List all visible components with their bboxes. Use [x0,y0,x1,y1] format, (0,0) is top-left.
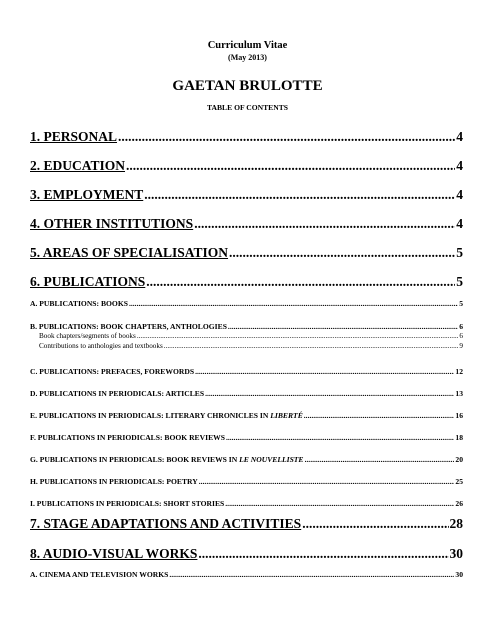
toc-entry[interactable] [30,299,463,308]
toc-entry-italic-title: LIBERTÉ [270,411,303,420]
dot-leader [169,570,454,579]
toc-entry-label: I. PUBLICATIONS IN PERIODICALS: SHORT STORIES [30,499,225,508]
toc-entry-label: C. PUBLICATIONS: PREFACES, FOREWORDS [30,367,195,376]
dot-leader [228,322,458,331]
toc-entry-label: G. PUBLICATIONS IN PERIODICALS: BOOK REVIEWS IN LE NOUVELLISTE [30,455,304,464]
toc-entry-label: F. PUBLICATIONS IN PERIODICALS: BOOK REVIEWS [30,433,225,442]
toc-entry[interactable] [39,342,463,350]
toc-entry-label: 8. AUDIO-VISUAL WORKS [30,546,198,561]
toc-entry[interactable] [30,411,463,420]
toc-page-number: 25 [455,477,463,486]
dot-leader [205,389,454,398]
toc-entry[interactable] [39,332,463,340]
toc-page-number: 30 [455,570,463,579]
toc-entry[interactable] [30,187,463,203]
toc-page-number: 12 [455,367,463,376]
toc-page-number: 16 [455,411,463,420]
dot-leader [305,455,455,464]
toc-page-number: 5 [456,245,463,260]
dot-leader [118,129,455,145]
dot-leader [199,477,455,486]
author-name: GAETAN BRULOTTE [172,78,323,94]
toc-entry-label: 5. AREAS OF SPECIALISATION [30,245,229,260]
toc-page-number: 13 [455,389,463,398]
toc-entry[interactable] [30,216,463,232]
toc-entry[interactable] [30,367,463,376]
toc-entry[interactable] [30,570,463,579]
toc-page-number: 6 [459,332,463,340]
toc-entry-label: Contributions to anthologies and textbooks [39,342,163,350]
toc-entry[interactable] [30,274,463,290]
dot-leader [225,499,454,508]
toc-entry-label: 6. PUBLICATIONS [30,274,146,289]
toc-entry[interactable] [30,546,463,562]
toc-entry-italic-title: LE NOUVELLISTE [239,455,304,464]
toc-page-number: 5 [456,274,463,289]
toc-entry-label: D. PUBLICATIONS IN PERIODICALS: ARTICLES [30,389,205,398]
toc-entry-label: 2. EDUCATION [30,158,126,173]
toc-entry-label: 3. EMPLOYMENT [30,187,144,202]
toc-entry[interactable] [30,158,463,174]
toc-page-number: 9 [459,342,463,350]
toc-entry[interactable] [30,129,463,145]
dot-leader [146,274,455,290]
toc-heading: TABLE OF CONTENTS [206,103,289,112]
toc-page-number: 4 [456,158,463,173]
toc-entry[interactable] [30,455,463,464]
toc-entry-label: 1. PERSONAL [30,129,118,144]
document-title: Curriculum Vitae [207,40,288,51]
dot-leader [137,332,459,340]
dot-leader [129,299,458,308]
dot-leader [126,158,455,174]
toc-entry[interactable] [30,245,463,261]
dot-leader [229,245,455,261]
dot-leader [226,433,454,442]
toc-page-number: 4 [456,187,463,202]
dot-leader [194,216,455,232]
toc-entry-label: A. PUBLICATIONS: BOOKS [30,299,128,308]
toc-page-number: 26 [455,499,463,508]
toc-page-number: 18 [455,433,463,442]
toc-entry[interactable] [30,516,463,532]
dot-leader [302,516,448,532]
toc-entry-label: H. PUBLICATIONS IN PERIODICALS: POETRY [30,477,198,486]
dot-leader [144,187,455,203]
toc-entry-label: B. PUBLICATIONS: BOOK CHAPTERS, ANTHOLOGIES [30,322,227,331]
toc-page-number: 4 [456,216,463,231]
dot-leader [195,367,454,376]
toc-page-number: 20 [455,455,463,464]
toc-entry[interactable] [30,433,463,442]
toc-entry-label: E. PUBLICATIONS IN PERIODICALS: LITERARY CHRONICLES IN LIBERTÉ [30,411,303,420]
toc-page-number: 30 [449,546,463,561]
toc-page-number: 6 [459,322,463,331]
toc-page-number: 28 [449,516,463,531]
toc-entry[interactable] [30,322,463,331]
toc-page-number: 4 [456,129,463,144]
dot-leader [164,342,459,350]
toc-page-number: 5 [459,299,463,308]
toc-entry-label: 4. OTHER INSTITUTIONS [30,216,194,231]
toc-entry-label: Book chapters/segments of books [39,332,136,340]
dot-leader [198,546,448,562]
document-date: (May 2013) [228,53,267,62]
toc-entry[interactable] [30,389,463,398]
dot-leader [304,411,455,420]
toc-entry-label: 7. STAGE ADAPTATIONS AND ACTIVITIES [30,516,302,531]
toc-entry[interactable] [30,477,463,486]
toc-entry-label: A. CINEMA AND TELEVISION WORKS [30,570,169,579]
toc-entry[interactable] [30,499,463,508]
